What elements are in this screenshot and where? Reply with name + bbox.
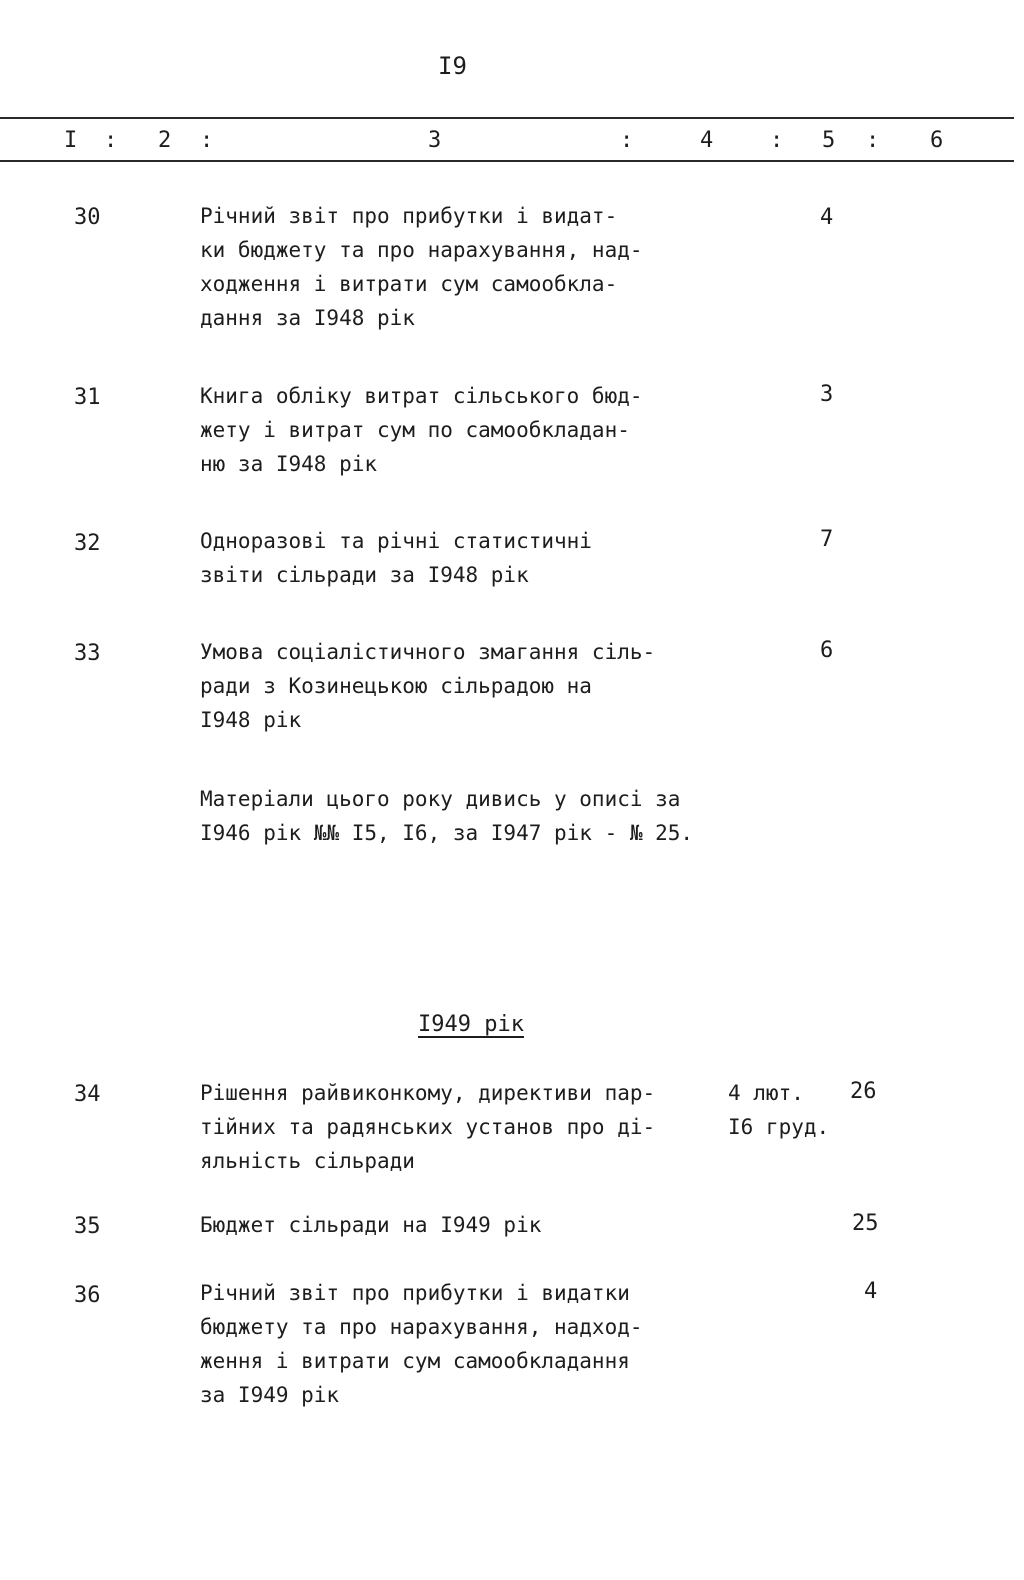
note-line: Матеріали цього року дивись у описі за bbox=[200, 787, 681, 811]
header-separator: : bbox=[200, 128, 214, 153]
entry-sheet-count: 3 bbox=[820, 382, 834, 407]
entry-line: бюджету та про нарахування, надход- bbox=[200, 1315, 643, 1339]
entry-sheet-count: 4 bbox=[820, 205, 834, 230]
entry-number: 36 bbox=[74, 1283, 101, 1308]
entry-dates bbox=[728, 1076, 829, 1144]
entry-line: ню за I948 рік bbox=[200, 452, 378, 476]
entry-line: Умова соціалістичного змагання сіль- bbox=[200, 640, 656, 664]
header-separator: : bbox=[104, 128, 118, 153]
entry-line: ки бюджету та про нарахування, над- bbox=[200, 238, 643, 262]
entry-number: 31 bbox=[74, 385, 101, 410]
entry-sheet-count: 6 bbox=[820, 638, 834, 663]
entry-number: 34 bbox=[74, 1082, 101, 1107]
entry-date-start: 4 лют. bbox=[728, 1081, 804, 1105]
header-col-2: 2 bbox=[158, 128, 172, 153]
entry-line: Бюджет сільради на I949 рік bbox=[200, 1213, 542, 1237]
header-separator: : bbox=[770, 128, 784, 153]
entry-line: звіти сільради за I948 рік bbox=[200, 563, 529, 587]
entry-sheet-count: 25 bbox=[852, 1211, 879, 1236]
entry-line: яльність сільради bbox=[200, 1149, 415, 1173]
entry-line: дання за I948 рік bbox=[200, 306, 415, 330]
entry-description bbox=[200, 199, 710, 335]
header-col-1: I bbox=[64, 128, 78, 153]
note-line: I946 рік №№ I5, I6, за I947 рік - № 25. bbox=[200, 821, 694, 845]
cross-reference-note bbox=[200, 782, 693, 850]
header-separator: : bbox=[620, 128, 634, 153]
header-separator: : bbox=[866, 128, 880, 153]
entry-line: Річний звіт про прибутки і видат- bbox=[200, 204, 618, 228]
entry-line: Книга обліку витрат сільського бюд- bbox=[200, 384, 643, 408]
page-number: I9 bbox=[438, 52, 467, 80]
entry-description bbox=[200, 1208, 710, 1242]
entry-line: Одноразові та річні статистичні bbox=[200, 529, 592, 553]
header-col-5: 5 bbox=[822, 128, 836, 153]
header-col-3: 3 bbox=[428, 128, 442, 153]
entry-line: за I949 рік bbox=[200, 1383, 340, 1407]
entry-sheet-count: 26 bbox=[850, 1079, 877, 1104]
header-col-6: 6 bbox=[930, 128, 944, 153]
entry-number: 30 bbox=[74, 205, 101, 230]
entry-number: 35 bbox=[74, 1214, 101, 1239]
entry-sheet-count: 4 bbox=[864, 1279, 878, 1304]
entry-line: Річний звіт про прибутки і видатки bbox=[200, 1281, 630, 1305]
entry-line: I948 рік bbox=[200, 708, 302, 732]
header-rule-top bbox=[0, 117, 1014, 119]
entry-sheet-count: 7 bbox=[820, 527, 834, 552]
entry-description bbox=[200, 635, 710, 737]
entry-number: 32 bbox=[74, 531, 101, 556]
entry-description bbox=[200, 524, 710, 592]
entry-line: Рішення райвиконкому, директиви пар- bbox=[200, 1081, 656, 1105]
entry-line: ходження і витрати сум самообкла- bbox=[200, 272, 618, 296]
entry-line: тійних та радянських установ про ді- bbox=[200, 1115, 656, 1139]
entry-description bbox=[200, 1276, 710, 1412]
entry-line: жету і витрат сум по самообкладан- bbox=[200, 418, 630, 442]
entry-line: ження і витрати сум самообкладання bbox=[200, 1349, 630, 1373]
year-heading: I949 рік bbox=[418, 1012, 524, 1037]
header-rule-bottom bbox=[0, 160, 1014, 162]
header-col-4: 4 bbox=[700, 128, 714, 153]
entry-description bbox=[200, 1076, 710, 1178]
entry-line: ради з Козинецькою сільрадою на bbox=[200, 674, 592, 698]
entry-number: 33 bbox=[74, 641, 101, 666]
entry-date-end: I6 груд. bbox=[728, 1115, 830, 1139]
entry-description bbox=[200, 379, 710, 481]
